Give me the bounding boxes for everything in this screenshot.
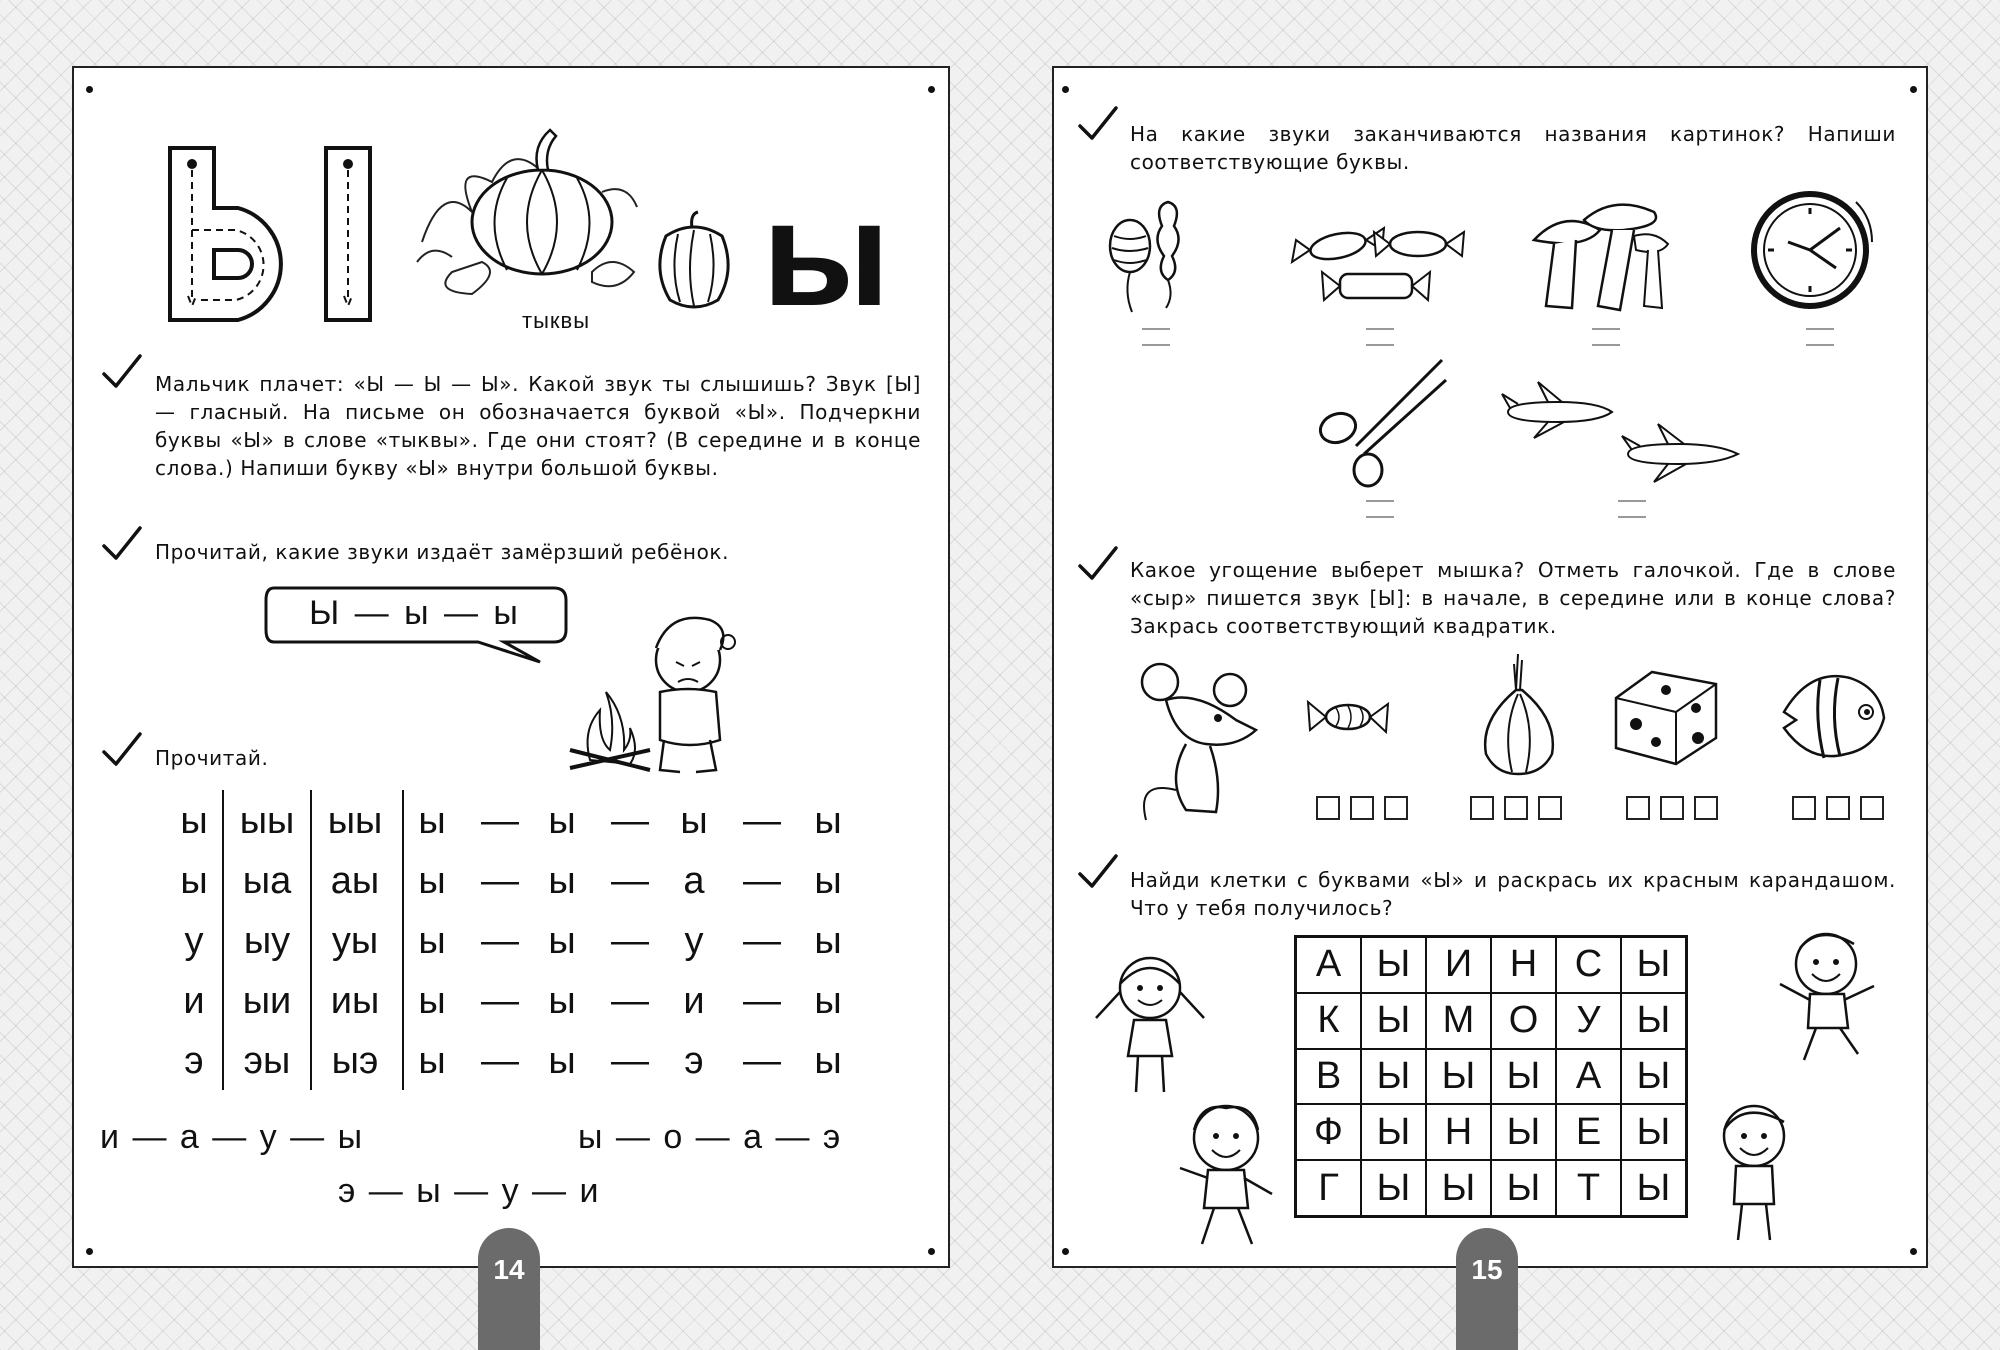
grid-cell[interactable]: Г	[1296, 1160, 1361, 1216]
table-cell: э	[184, 1040, 204, 1082]
table-cell: ы	[418, 1040, 446, 1082]
table-cell: —	[481, 980, 519, 1022]
table-cell: ы	[418, 920, 446, 962]
pin	[1062, 1248, 1069, 1255]
table-cell: ы	[680, 800, 708, 842]
checkmark-icon	[100, 524, 144, 564]
table-cell: ы	[548, 860, 576, 902]
pin	[86, 1248, 93, 1255]
answer-line[interactable]	[1618, 500, 1646, 518]
checkmark-icon	[100, 352, 144, 392]
answer-line[interactable]	[1366, 500, 1394, 518]
speech-text: Ы — ы — ы	[309, 594, 521, 632]
answer-line[interactable]	[1366, 328, 1394, 346]
table-cell: —	[743, 860, 781, 902]
table-cell: ы	[418, 800, 446, 842]
table-cell: ы	[548, 920, 576, 962]
grid-cell[interactable]: Ы	[1491, 1049, 1556, 1105]
table-cell: —	[743, 980, 781, 1022]
grid-cell[interactable]: Ы	[1621, 993, 1686, 1049]
answer-line[interactable]	[1806, 328, 1834, 346]
answer-box[interactable]	[1860, 796, 1884, 820]
answer-box[interactable]	[1660, 796, 1684, 820]
table-cell: ы	[180, 860, 208, 902]
pin	[928, 86, 935, 93]
girl-icon	[1080, 948, 1220, 1098]
checkmark-icon	[1076, 544, 1120, 584]
onion-icon	[1476, 650, 1562, 780]
scissors-icon	[1312, 356, 1452, 488]
table-cell: —	[611, 1040, 649, 1082]
table-cell: ы	[548, 1040, 576, 1082]
checkmark-icon	[1076, 104, 1120, 144]
balloons-icon	[1102, 196, 1192, 316]
table-cell: ыи	[242, 980, 292, 1022]
reading-line: э — ы — у — и	[338, 1172, 601, 1210]
table-cell: ы	[418, 860, 446, 902]
table-cell: —	[481, 800, 519, 842]
grid-cell[interactable]: М	[1426, 993, 1491, 1049]
grid-cell[interactable]: Е	[1556, 1104, 1621, 1160]
letter-tracing-icon	[168, 146, 392, 322]
grid-cell[interactable]: О	[1491, 993, 1556, 1049]
letter-grid	[1294, 935, 1688, 1218]
table-cell: —	[743, 920, 781, 962]
table-cell: ы	[418, 980, 446, 1022]
candy-icon	[1306, 692, 1390, 742]
grid-cell[interactable]: Ы	[1621, 1049, 1686, 1105]
answer-box[interactable]	[1504, 796, 1528, 820]
grid-cell[interactable]: И	[1426, 937, 1491, 993]
answer-box[interactable]	[1350, 796, 1374, 820]
candies-icon	[1288, 218, 1468, 308]
table-cell: —	[611, 800, 649, 842]
table-cell: у	[184, 920, 204, 962]
grid-cell[interactable]: Ы	[1621, 937, 1686, 993]
grid-cell[interactable]: Ы	[1361, 1104, 1426, 1160]
answer-box[interactable]	[1470, 796, 1494, 820]
grid-cell[interactable]: Ы	[1621, 1104, 1686, 1160]
grid-cell[interactable]: А	[1296, 937, 1361, 993]
table-cell: ы	[814, 800, 842, 842]
cheese-icon	[1612, 668, 1722, 768]
answer-line[interactable]	[1142, 328, 1170, 346]
grid-cell[interactable]: С	[1556, 937, 1621, 993]
boy-icon	[1172, 1098, 1282, 1248]
grid-cell[interactable]: Ы	[1491, 1160, 1556, 1216]
table-cell: эы	[243, 1040, 291, 1082]
table-cell: —	[481, 920, 519, 962]
grid-cell[interactable]: Ы	[1361, 993, 1426, 1049]
table-cell: иы	[330, 980, 380, 1022]
answer-box[interactable]	[1694, 796, 1718, 820]
grid-cell[interactable]: Ы	[1426, 1160, 1491, 1216]
table-cell: —	[481, 1040, 519, 1082]
page-number-15: 15	[1456, 1228, 1518, 1350]
letter-small: ы	[762, 169, 891, 337]
reading-line: ы — о — а — э	[578, 1118, 843, 1156]
fish-icon	[1780, 668, 1890, 768]
pin	[1910, 1248, 1917, 1255]
table-cell: —	[611, 980, 649, 1022]
table-cell: ы	[814, 860, 842, 902]
task-text: Найди клетки с буквами «Ы» и раскрась их красным карандашом. Что у тебя получилось?	[1130, 868, 1896, 920]
picture-caption: тыквы	[522, 308, 591, 333]
answer-box[interactable]	[1792, 796, 1816, 820]
answer-box[interactable]	[1538, 796, 1562, 820]
grid-cell[interactable]: А	[1556, 1049, 1621, 1105]
pin	[928, 1248, 935, 1255]
pin	[1910, 86, 1917, 93]
grid-cell[interactable]: Ы	[1621, 1160, 1686, 1216]
table-cell: —	[481, 860, 519, 902]
table-cell: —	[743, 800, 781, 842]
table-cell: э	[684, 1040, 704, 1082]
grid-cell[interactable]: Ф	[1296, 1104, 1361, 1160]
checkmark-icon	[100, 730, 144, 770]
answer-box[interactable]	[1384, 796, 1408, 820]
table-cell: —	[611, 860, 649, 902]
grid-cell[interactable]: Н	[1426, 1104, 1491, 1160]
pumpkin-icon	[412, 122, 642, 302]
answer-box[interactable]	[1826, 796, 1850, 820]
table-cell: и	[683, 980, 705, 1022]
table-cell: ы	[548, 800, 576, 842]
answer-box[interactable]	[1626, 796, 1650, 820]
airplanes-icon	[1498, 378, 1748, 488]
task-text: Мальчик плачет: «Ы — Ы — Ы». Какой звук ты слышишь? Звук [Ы] — гласный. На письме он обозначается буквой «Ы». Подчеркни буквы «Ы» в слове «тыквы». Где они стоят? (В середине и в конце слова.) Напиши букву «Ы» внутри большой буквы.	[155, 372, 921, 480]
grid-cell[interactable]: Ы	[1426, 1049, 1491, 1105]
table-cell: ыа	[242, 860, 292, 902]
grid-cell[interactable]: Н	[1491, 937, 1556, 993]
task-text: Прочитай.	[155, 746, 269, 770]
task-text: Прочитай, какие звуки издаёт замёрзший ребёнок.	[155, 540, 730, 564]
table-cell: ыы	[327, 800, 383, 842]
mouse-icon	[1126, 660, 1266, 828]
table-cell: у	[684, 920, 704, 962]
grid-cell[interactable]: Т	[1556, 1160, 1621, 1216]
grid-cell[interactable]: Ы	[1491, 1104, 1556, 1160]
grid-cell[interactable]: В	[1296, 1049, 1361, 1105]
table-cell: ы	[814, 920, 842, 962]
table-cell: ы	[548, 980, 576, 1022]
table-cell: ы	[814, 980, 842, 1022]
table-cell: ы	[180, 800, 208, 842]
grid-cell[interactable]: Ы	[1361, 1049, 1426, 1105]
table-divider	[310, 790, 312, 1090]
table-cell: ыэ	[331, 1040, 379, 1082]
reading-line: и — а — у — ы	[100, 1118, 365, 1156]
table-cell: ы	[814, 1040, 842, 1082]
task-text: Какое угощение выберет мышка? Отметь галочкой. Где в слове «сыр» пишется звук [Ы]: в начале, в середине или в конце слова? Закрась соответствующий квадратик.	[1130, 558, 1896, 638]
table-cell: аы	[330, 860, 380, 902]
table-cell: ыу	[243, 920, 291, 962]
table-cell: и	[183, 980, 205, 1022]
table-cell: ыы	[239, 800, 295, 842]
boy-standing-icon	[1704, 1100, 1804, 1246]
task-text: На какие звуки заканчиваются названия картинок? Напиши соответствующие буквы.	[1130, 122, 1896, 174]
grid-cell[interactable]: Ы	[1361, 1160, 1426, 1216]
clock-icon	[1748, 188, 1878, 312]
mushrooms-icon	[1524, 190, 1674, 315]
grid-cell[interactable]: У	[1556, 993, 1621, 1049]
page-number-14: 14	[478, 1228, 540, 1350]
grid-cell[interactable]: Ы	[1361, 937, 1426, 993]
table-cell: уы	[331, 920, 379, 962]
answer-box[interactable]	[1316, 796, 1340, 820]
jumping-boy-icon	[1770, 924, 1880, 1074]
grid-cell[interactable]: К	[1296, 993, 1361, 1049]
pin	[86, 86, 93, 93]
answer-line[interactable]	[1592, 328, 1620, 346]
table-cell: —	[611, 920, 649, 962]
pepper-icon	[652, 210, 736, 310]
pin	[1062, 86, 1069, 93]
table-cell: а	[683, 860, 705, 902]
table-cell: —	[743, 1040, 781, 1082]
checkmark-icon	[1076, 852, 1120, 892]
